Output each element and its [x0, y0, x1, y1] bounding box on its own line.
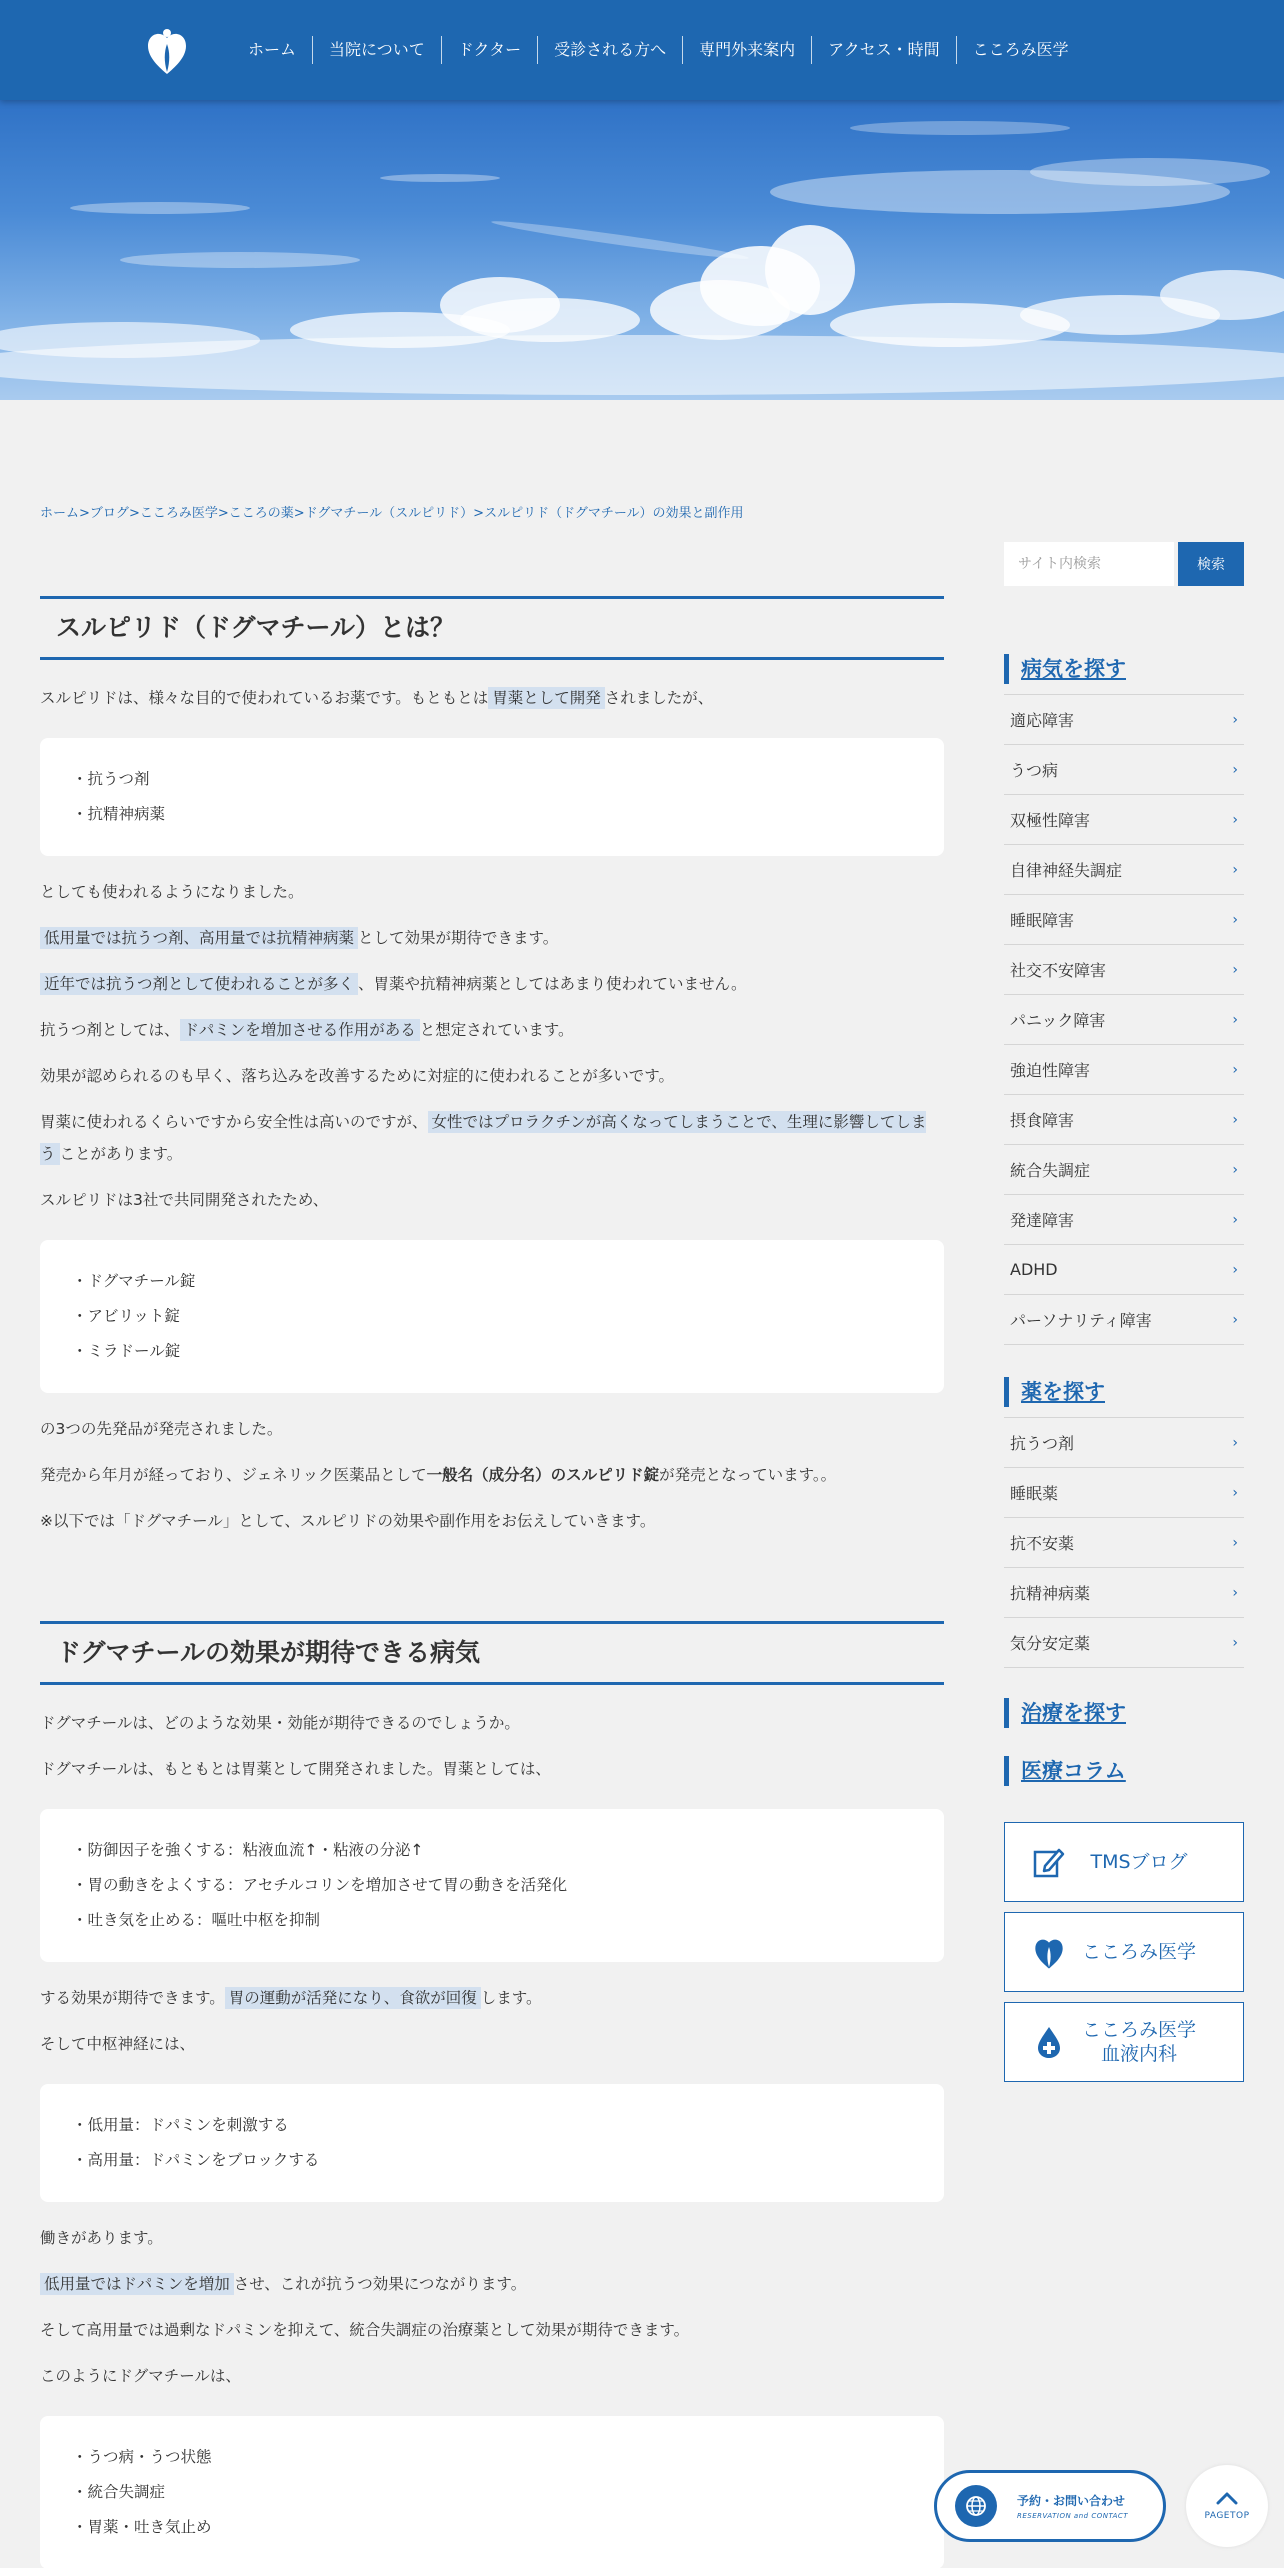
breadcrumb — [40, 502, 744, 521]
paragraph: 低用量ではドパミンを増加 させ、これが抗うつ効果につながります。 — [40, 2268, 944, 2300]
chevron-right-icon: › — [1232, 1011, 1238, 1028]
drug-item-label: 抗精神病薬 — [1010, 1584, 1091, 1603]
list-item: ・ 胃の動きをよくする：アセチルコリンを増加させて胃の動きを活発化 — [72, 1868, 912, 1903]
paragraph: ドグマチールは、どのような効果・効能が期待できるのでしょうか。 — [40, 1714, 520, 1732]
list-box — [40, 1240, 944, 1393]
disease-item-label: 発達障害 — [1010, 1211, 1075, 1230]
bold-text: 一般名（成分名）のスルピリド錠 — [426, 1466, 660, 1484]
disease-item-link[interactable] — [1004, 745, 1244, 795]
list-item: ・ 吐き気を止める：嘔吐中枢を抑制 — [72, 1903, 912, 1938]
disease-item-label: パーソナリティ障害 — [1010, 1311, 1152, 1330]
disease-list — [1004, 694, 1244, 1345]
list-box — [40, 2416, 944, 2568]
paragraph: そして中枢神経には、 — [40, 2035, 196, 2053]
site-header — [0, 0, 1284, 100]
disease-item-label: 摂食障害 — [1010, 1111, 1075, 1130]
global-nav — [232, 36, 1085, 64]
highlight-text: ドパミンを増加させる作用がある — [180, 1019, 420, 1041]
reservation-contact-button[interactable]: 予約・お問い合わせ RESERVATION and CONTACT — [934, 2470, 1166, 2542]
list-item: ・ ミラドール錠 — [72, 1334, 912, 1369]
breadcrumb-link[interactable]: ブログ — [89, 506, 129, 521]
hematology-banner[interactable]: こころみ医学 血液内科 — [1004, 2002, 1244, 2082]
paragraph: 低用量では抗うつ剤、高用量では抗精神病薬 として効果が期待できます。 — [40, 922, 944, 954]
disease-item-label: 適応障害 — [1010, 711, 1075, 730]
disease-item-label: 自律神経失調症 — [1010, 861, 1123, 880]
disease-item-link[interactable] — [1004, 1045, 1244, 1095]
paragraph: 近年では抗うつ剤として使われることが多く 、胃薬や抗精神病薬としてはあまり使われていません。 — [40, 968, 944, 1000]
edit-note-icon — [1031, 1844, 1067, 1880]
site-search — [1004, 542, 1244, 586]
section-heading-about: スルピリド（ドグマチール）とは？ — [40, 596, 944, 660]
chevron-right-icon: › — [1232, 1111, 1238, 1128]
chevron-right-icon: › — [1232, 1434, 1238, 1451]
nav-item[interactable]: 受診される方へ — [537, 36, 682, 64]
list-item: ・ うつ病・うつ状態 — [72, 2440, 912, 2475]
breadcrumb-link[interactable]: ホーム — [40, 506, 80, 521]
paragraph: ドグマチールは、もともとは胃薬として開発されました。胃薬としては、 — [40, 1760, 551, 1778]
disease-item-label: 双極性障害 — [1010, 811, 1091, 830]
highlight-text: 近年では抗うつ剤として使われることが多く — [40, 973, 358, 995]
drug-item-link[interactable] — [1004, 1468, 1244, 1518]
list-item: ・ アビリット錠 — [72, 1299, 912, 1334]
search-input[interactable] — [1004, 542, 1174, 586]
hero-sky-image — [0, 100, 1284, 400]
list-item: ・ 抗精神病薬 — [72, 797, 912, 832]
disease-item-link[interactable] — [1004, 1145, 1244, 1195]
disease-item-link[interactable] — [1004, 795, 1244, 845]
paragraph: スルピリドは、様々な目的で使われているお薬です。もともとは 胃薬として開発 されましたが、 — [40, 689, 714, 707]
disease-item-link[interactable] — [1004, 1295, 1244, 1345]
list-item: ・ 抗うつ剤 — [72, 762, 912, 797]
list-box — [40, 2084, 944, 2202]
kokoromi-logo-icon — [1031, 1934, 1067, 1970]
drug-item-label: 抗不安薬 — [1010, 1534, 1075, 1553]
breadcrumb-link[interactable]: こころみ医学 — [139, 506, 218, 521]
drug-item-link[interactable] — [1004, 1518, 1244, 1568]
drug-item-link[interactable] — [1004, 1418, 1244, 1468]
sidebar — [1004, 542, 1244, 2092]
pagetop-button[interactable]: PAGETOP — [1186, 2465, 1268, 2547]
highlight-text: 低用量では抗うつ剤、高用量では抗精神病薬 — [40, 927, 358, 949]
chevron-right-icon: › — [1232, 861, 1238, 878]
paragraph: する効果が期待できます。 胃の運動が活発になり、食欲が回復 します。 — [40, 1989, 542, 2007]
drug-list — [1004, 1417, 1244, 1668]
disease-heading-link[interactable]: 病気を探す — [1004, 654, 1244, 684]
breadcrumb-separator: > — [79, 506, 90, 521]
breadcrumb-separator: > — [293, 506, 305, 521]
drug-heading-link[interactable]: 薬を探す — [1004, 1377, 1244, 1407]
disease-item-label: 睡眠障害 — [1010, 911, 1075, 930]
disease-item-label: 社交不安障害 — [1010, 961, 1107, 980]
chevron-right-icon: › — [1232, 1584, 1238, 1601]
search-button[interactable]: 検索 — [1178, 542, 1244, 586]
paragraph: このようにドグマチールは、 — [40, 2367, 241, 2385]
paragraph: 抗うつ剤としては、 ドパミンを増加させる作用がある と想定されています。 — [40, 1021, 574, 1039]
chevron-right-icon: › — [1232, 1634, 1238, 1651]
breadcrumb-separator: > — [128, 506, 140, 521]
breadcrumb-separator: > — [217, 506, 229, 521]
nav-item[interactable]: こころみ医学 — [956, 36, 1085, 64]
breadcrumb-link[interactable]: ドグマチール（スルピリド） — [304, 506, 474, 521]
blood-drop-plus-icon — [1031, 2024, 1067, 2060]
disease-item-link[interactable] — [1004, 845, 1244, 895]
disease-item-link[interactable] — [1004, 695, 1244, 745]
chevron-right-icon: › — [1232, 1161, 1238, 1178]
highlight-text: 胃の運動が活発になり、食欲が回復 — [225, 1987, 481, 2009]
chevron-right-icon: › — [1232, 1484, 1238, 1501]
nav-item[interactable]: 当院について — [312, 36, 441, 64]
paragraph: スルピリドは3社で共同開発されたため、 — [40, 1191, 329, 1209]
list-item: ・ 高用量：ドパミンをブロックする — [72, 2143, 912, 2178]
chevron-right-icon: › — [1232, 1061, 1238, 1078]
list-item: ・ 防御因子を強くする：粘液血流↑・粘液の分泌↑ — [72, 1833, 912, 1868]
paragraph: 胃薬に使われるくらいですから安全性は高いのですが、 女性ではプロラクチンが高くなってしまうことで、生理に影響してしまう ことがあります。 — [40, 1113, 927, 1163]
list-box — [40, 738, 944, 856]
disease-item-link[interactable] — [1004, 945, 1244, 995]
disease-item-label: 統合失調症 — [1010, 1161, 1091, 1180]
chevron-up-icon — [1216, 2491, 1238, 2505]
drug-item-link[interactable] — [1004, 1568, 1244, 1618]
chevron-right-icon: › — [1232, 1261, 1238, 1278]
clinic-logo-icon[interactable] — [142, 26, 192, 76]
column-heading-link[interactable]: 医療コラム — [1004, 1756, 1244, 1786]
breadcrumb-separator: > — [473, 506, 485, 521]
breadcrumb-link[interactable]: スルピリド（ドグマチール）の効果と副作用 — [484, 506, 744, 521]
drug-item-label: 抗うつ剤 — [1010, 1434, 1075, 1453]
chevron-right-icon: › — [1232, 811, 1238, 828]
disease-item-link[interactable] — [1004, 895, 1244, 945]
paragraph: 働きがあります。 — [40, 2229, 163, 2247]
highlight-text: 女性ではプロラクチンが高くなってしまうことで、生理に影響してしまう — [40, 1113, 927, 1163]
chevron-right-icon: › — [1232, 961, 1238, 978]
section-heading-effects: ドグマチールの効果が期待できる病気 — [40, 1621, 944, 1685]
paragraph: としても使われるようになりました。 — [40, 883, 304, 901]
disease-item-link[interactable] — [1004, 1195, 1244, 1245]
disease-item-label: ADHD — [1010, 1260, 1058, 1279]
highlight-text: 胃薬として開発 — [488, 687, 605, 709]
nav-item[interactable]: アクセス・時間 — [811, 36, 956, 64]
treatment-heading-link[interactable]: 治療を探す — [1004, 1698, 1244, 1728]
chevron-right-icon: › — [1232, 711, 1238, 728]
paragraph: の3つの先発品が発売されました。 — [40, 1420, 283, 1438]
disease-item-link[interactable] — [1004, 995, 1244, 1045]
chevron-right-icon: › — [1232, 1211, 1238, 1228]
disease-item-link[interactable] — [1004, 1095, 1244, 1145]
nav-item[interactable]: ドクター — [441, 36, 537, 64]
list-item: ・ 低用量：ドパミンを刺激する — [72, 2108, 912, 2143]
paragraph: そして高用量では過剰なドパミンを抑えて、統合失調症の治療薬として効果が期待できます。 — [40, 2321, 690, 2339]
highlight-text: 低用量ではドパミンを増加 — [40, 2273, 234, 2295]
list-box — [40, 1809, 944, 1962]
disease-item-label: 強迫性障害 — [1010, 1061, 1091, 1080]
kokoromi-igaku-banner[interactable]: こころみ医学 — [1004, 1912, 1244, 1992]
paragraph: 効果が認められるのも早く、落ち込みを改善するために対症的に使われることが多いです。 — [40, 1067, 674, 1085]
chevron-right-icon: › — [1232, 911, 1238, 928]
chevron-right-icon: › — [1232, 1534, 1238, 1551]
drug-item-link[interactable] — [1004, 1618, 1244, 1668]
paragraph: 発売から年月が経っており、ジェネリック医薬品として一般名（成分名）のスルピリド錠が発売となっています。。 — [40, 1466, 837, 1484]
nav-item[interactable]: ホーム — [248, 40, 297, 59]
list-item: ・ 統合失調症 — [72, 2475, 912, 2510]
globe-icon — [955, 2485, 997, 2527]
chevron-right-icon: › — [1232, 1311, 1238, 1328]
list-item: ・ 胃薬・吐き気止め — [72, 2510, 912, 2545]
nav-item[interactable]: 専門外来案内 — [682, 36, 811, 64]
chevron-right-icon: › — [1232, 761, 1238, 778]
list-item: ・ ドグマチール錠 — [72, 1264, 912, 1299]
drug-item-label: 気分安定薬 — [1010, 1634, 1091, 1653]
paragraph: ※以下では「ドグマチール」として、スルピリドの効果や副作用をお伝えしていきます。 — [40, 1512, 656, 1530]
tms-blog-banner[interactable]: TMSブログ — [1004, 1822, 1244, 1902]
disease-item-label: うつ病 — [1010, 761, 1059, 780]
disease-item-label: パニック障害 — [1010, 1011, 1106, 1030]
article-main — [40, 596, 944, 2568]
breadcrumb-link[interactable]: こころの薬 — [228, 506, 294, 521]
drug-item-label: 睡眠薬 — [1010, 1484, 1059, 1503]
disease-item-link[interactable] — [1004, 1245, 1244, 1295]
